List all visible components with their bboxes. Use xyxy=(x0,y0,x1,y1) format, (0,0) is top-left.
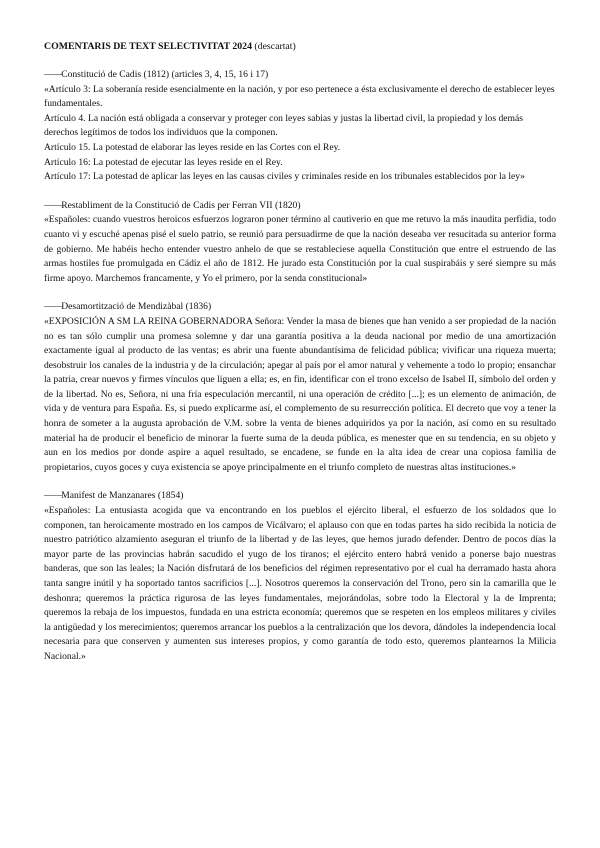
section-heading xyxy=(44,300,556,315)
dash-bullet: —— xyxy=(44,69,62,80)
section-heading xyxy=(44,199,556,214)
dash-bullet: —— xyxy=(44,199,62,211)
section-excerpt xyxy=(44,213,556,286)
excerpt-paragraph: «Españoles: La entusiasta acogida que va encontrando en los pueblos el ejército liberal, el esfuerzo de los soldados que lo componen, tan heroicamente mostrado en los campos de Vicálvaro; el aplauso con que en todas partes ha sido recibida la noticia de nuestro patriótico alzamiento aseguran el triunfo de la libertad y de las leyes, que hemos jurado defender. Dentro de pocos días la mayor parte de las provincias habrán sacudido el yugo de los tiranos; el ejército entero habrá venido a ponerse bajo nuestras banderas, que son las leales; la Nación disfrutará de los beneficios del régimen representativo por el cual ha derramado hasta ahora tanta sangre inútil y ha soportado tantos sacrificios [...]. Nosotros queremos la conservación del Trono, pero sin la camarilla que le deshonra; queremos la práctica rigurosa de las leyes fundamentales, mejorándolas, sobre todo la Electoral y la de Imprenta; queremos la rebaja de los impuestos, fundada en una estricta economía; queremos que se respeten en los empleos militares y civiles la antigüedad y los merecimientos; queremos arrancar los pueblos a la centralización que los devora, dándoles la independencia local necesaria para que conserven y aumenten sus intereses propios, y como garantía de todo esto, queremos plantearnos la Milicia Nacional.» xyxy=(44,505,556,662)
section-excerpt xyxy=(44,83,556,185)
excerpt-paragraph: Artículo 4. La nación está obligada a conservar y proteger con leyes sabias y justas la libertad civil, la propiedad y los demás derechos legítimos de todos los individuos que la componen. xyxy=(44,112,523,139)
dash-bullet: —— xyxy=(44,301,62,313)
excerpt-paragraph: Artículo 15. La potestad de elaborar las leyes reside en las Cortes con el Rey. xyxy=(44,141,341,153)
excerpt-paragraph: Artículo 17: La potestad de aplicar las leyes en las causas civiles y criminales reside en los tribunales establecidos por la ley» xyxy=(44,171,525,183)
title-note: (descartat) xyxy=(254,41,296,52)
document-page xyxy=(44,40,556,679)
document-title xyxy=(44,40,556,54)
section-excerpt xyxy=(44,504,556,665)
excerpt-paragraph: «Artículo 3: La soberanía reside esencialmente en la nación, y por eso pertenece a ésta exclusivamente el derecho de establecer leyes fundamentales. xyxy=(44,83,555,110)
section-heading-text: Desamortització de Mendizàbal (1836) xyxy=(61,301,212,313)
section-constitucio-cadis xyxy=(44,68,556,185)
section-heading-text: Restabliment de la Constitució de Cadis per Ferran VII (1820) xyxy=(61,199,301,211)
section-restabliment-constitucio xyxy=(44,199,556,287)
section-excerpt xyxy=(44,315,556,476)
section-heading xyxy=(44,489,556,504)
section-manifest-manzanares xyxy=(44,489,556,664)
section-heading-text: Constitució de Cadis (1812) (articles 3, 4, 15, 16 i 17) xyxy=(61,69,269,80)
excerpt-paragraph: «EXPOSICIÓN A SM LA REINA GOBERNADORA Señora: Vender la masa de bienes que han venido a ser propiedad de la nación no es tan sólo cumplir una promesa solemne y dar una garantía positiva a la deuda nacional por medio de una amortización exactamente igual al producto de las ventas; es abrir una fuente abundantísima de felicidad pública; vivificar una riqueza muerta; desobstruir los canales de la industria y de la circulación; apegar al país por el amor natural y vehemente a todo lo propio; ensanchar la patria, crear nuevos y firmes vínculos que liguen a ella; es, en fin, identificar con el trono excelso de Isabel II, símbolo del orden y de la libertad. No es, Señora, ni una fría especulación mercantil, ni una operación de crédito [...]; es un elemento de animación, de vida y de ventura para España. Es, si puedo explicarme así, el complemento de su resurrección política. El decreto que voy a tener la honra de someter a la augusta aprobación de V.M. sobre la venta de bienes adquiridos ya por la nación, así como en su resultado material ha de producir el beneficio de minorar la fuerte suma de la deuda pública, es menester que en su tendencia, en su objeto y aun en los medios por donde aspire a aquel resultado, se encadene, se funde en la alta idea de crear una copiosa familia de propietarios, cuyos goces y cuya existencia se apoye principalmente en el triunfo completo de nuestras altas instituciones.» xyxy=(44,315,556,473)
excerpt-paragraph: Artículo 16: La potestad de ejecutar las leyes reside en el Rey. xyxy=(44,156,283,168)
section-desamortitzacio xyxy=(44,300,556,475)
dash-bullet: —— xyxy=(44,490,62,502)
excerpt-paragraph: «Españoles: cuando vuestros heroicos esfuerzos lograron poner término al cautiverio en que me retuvo la más inaudita perfidia, todo cuanto vi y escuché apenas pisé el suelo patrio, se reunió para persuadirme de que la nación deseaba ver resucitada su anterior forma de gobierno. Me habéis hecho entender vuestro anhelo de que se restableciese aquella Constitución que entre el estruendo de las armas hostiles fue promulgada en Cádiz el año de 1812. He jurado esta Constitución por la cual suspirabáis y seré siempre su más firme apoyo. Marchemos francamente, y Yo el primero, por la senda constitucional» xyxy=(44,214,556,284)
title-main: COMENTARIS DE TEXT SELECTIVITAT 2024 xyxy=(44,41,252,52)
section-heading-text: Manifest de Manzanares (1854) xyxy=(61,490,184,502)
section-heading xyxy=(44,68,556,83)
